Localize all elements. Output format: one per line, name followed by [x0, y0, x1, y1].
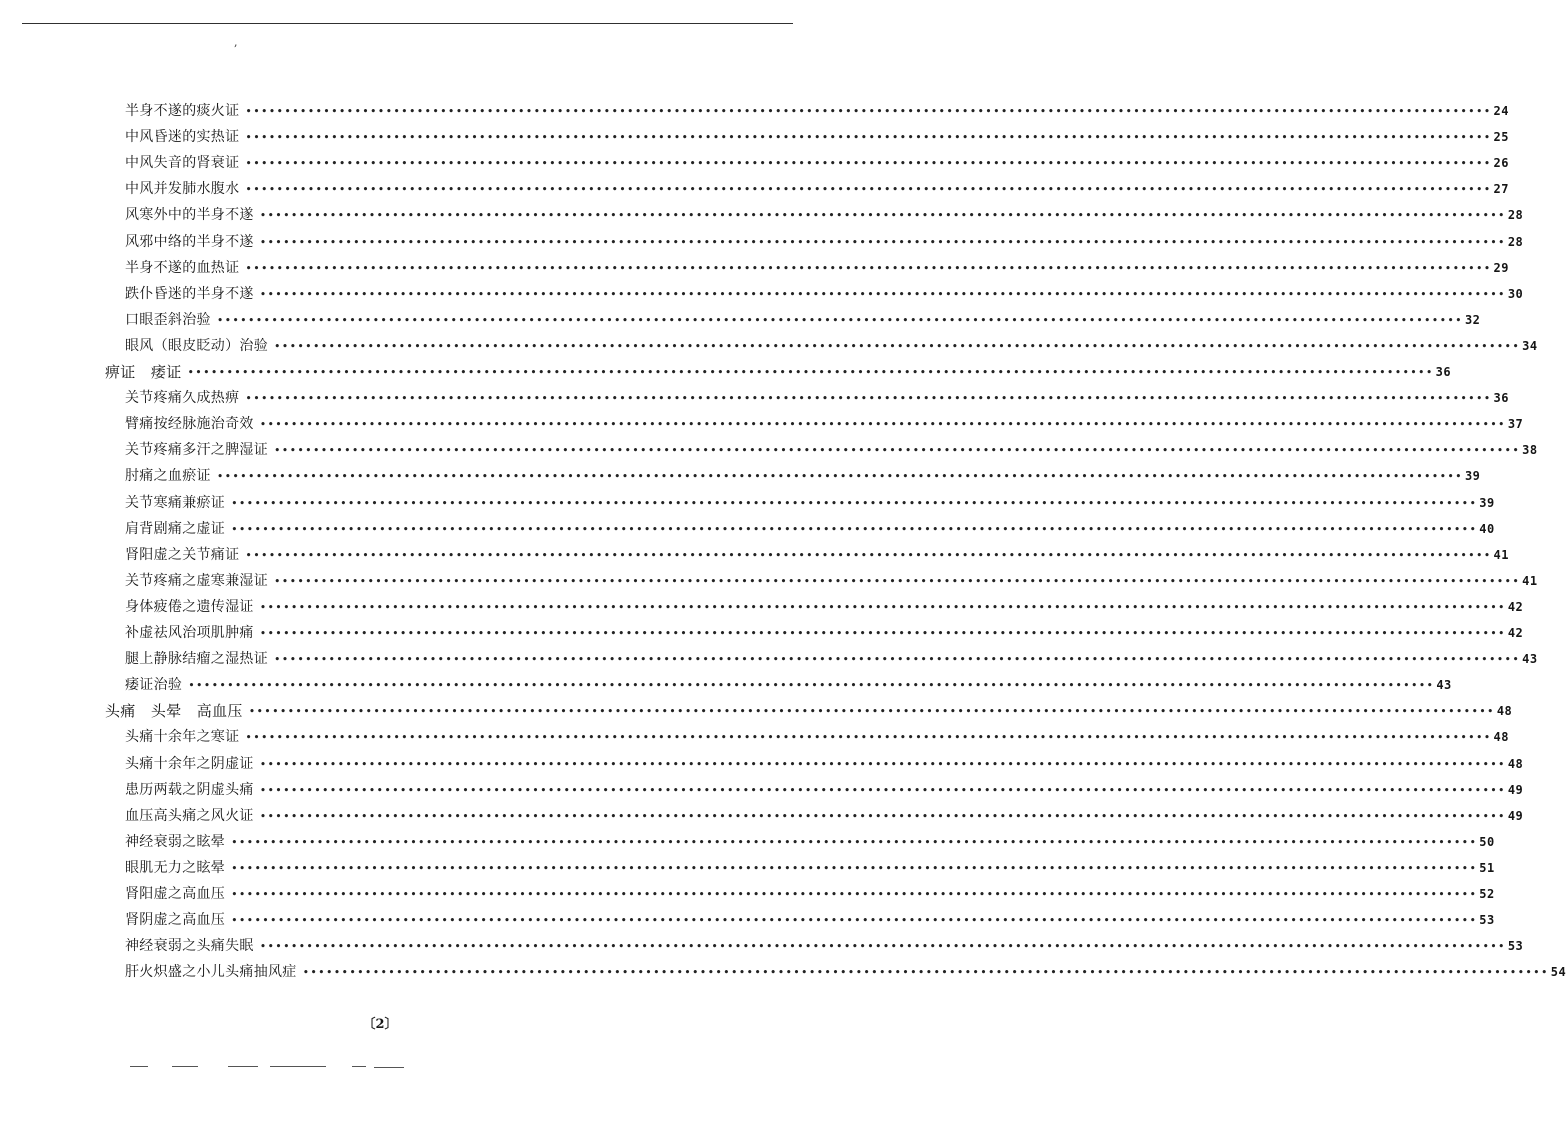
- toc-entry: [125, 176, 1509, 202]
- toc-entry-page: 43: [1436, 678, 1452, 693]
- toc-entry-title: 关节疼痛之虚寒兼湿证: [125, 572, 268, 589]
- toc-entry-page: 28: [1507, 208, 1524, 223]
- dot-leader: ••••••••••••••••••••••••••••••••••••••••••••••••••••••••••••••••••••••••••••••••••••••••••••••••••••••••••••••••••••••••••••••••••••••••••••••••••••••••••••••••: [248, 705, 1495, 719]
- toc-entry-title: 中风昏迷的实热证: [125, 129, 240, 146]
- toc-entry: [125, 463, 1481, 489]
- toc-entry-page: 32: [1464, 312, 1481, 327]
- toc-entry-page: 24: [1493, 104, 1509, 118]
- toc-entry: [125, 777, 1524, 803]
- toc-entry-page: 53: [1507, 939, 1524, 954]
- toc-entry: [125, 829, 1495, 855]
- dot-leader: ••••••••••••••••••••••••••••••••••••••••••••••••••••••••••••••••••••••••••••••••••••••••••••••••••••••••••••••••••••••••••••••••••••••••••••••••••••••••••••••••: [187, 366, 1434, 379]
- toc-entry-title: 关节疼痛多汗之脾湿证: [125, 442, 268, 459]
- toc-entry-page: 53: [1479, 913, 1495, 928]
- toc-entry-title: 口眼歪斜治验: [125, 311, 211, 328]
- dot-leader: ••••••••••••••••••••••••••••••••••••••••••••••••••••••••••••••••••••••••••••••••••••••••••••••••••••••••••••••••••••••••••••••••••••••••••••••••••••••••••••••••: [231, 522, 1478, 536]
- toc-entry: [125, 281, 1524, 307]
- toc-entry: [125, 229, 1524, 255]
- toc-entry: [125, 803, 1524, 829]
- toc-entry-page: 25: [1493, 130, 1509, 145]
- dot-leader: ••••••••••••••••••••••••••••••••••••••••••••••••••••••••••••••••••••••••••••••••••••••••••••••••••••••••••••••••••••••••••••••••••••••••••••••••••••••••••••••••: [231, 888, 1478, 901]
- toc-entry: [125, 672, 1452, 698]
- dot-leader: ••••••••••••••••••••••••••••••••••••••••••••••••••••••••••••••••••••••••••••••••••••••••••••••••••••••••••••••••••••••••••••••••••••••••••••••••••••••••••••••••: [245, 105, 1492, 118]
- toc-entry-title: 血压高头痛之风火证: [125, 807, 254, 824]
- toc-entry: [125, 724, 1509, 750]
- toc-entry-page: 38: [1522, 443, 1538, 458]
- toc-entry-page: 40: [1479, 521, 1495, 536]
- toc-entry-page: 26: [1493, 156, 1509, 171]
- toc-entry-title: 眼风（眼皮眨动）治验: [125, 337, 268, 354]
- toc-entry: [125, 255, 1509, 281]
- dot-leader: ••••••••••••••••••••••••••••••••••••••••••••••••••••••••••••••••••••••••••••••••••••••••••••••••••••••••••••••••••••••••••••••••••••••••••••••••••••••••••••••••: [231, 835, 1478, 849]
- dot-leader: ••••••••••••••••••••••••••••••••••••••••••••••••••••••••••••••••••••••••••••••••••••••••••••••••••••••••••••••••••••••••••••••••••••••••••••••••••••••••••••••••: [231, 861, 1478, 875]
- dot-leader: ••••••••••••••••••••••••••••••••••••••••••••••••••••••••••••••••••••••••••••••••••••••••••••••••••••••••••••••••••••••••••••••••••••••••••••••••••••••••••••••••: [245, 731, 1492, 745]
- dot-leader: ••••••••••••••••••••••••••••••••••••••••••••••••••••••••••••••••••••••••••••••••••••••••••••••••••••••••••••••••••••••••••••••••••••••••••••••••••••••••••••••••: [274, 339, 1521, 353]
- page-number: 〔2〕: [362, 1017, 398, 1032]
- toc-entry-title: 补虚祛风治项肌肿痛: [125, 625, 254, 641]
- toc-entry: [125, 855, 1495, 881]
- toc-entry-title: 头痛十余年之阴虚证: [125, 755, 254, 772]
- dot-leader: ••••••••••••••••••••••••••••••••••••••••••••••••••••••••••••••••••••••••••••••••••••••••••••••••••••••••••••••••••••••••••••••••••••••••••••••••••••••••••••••••: [274, 574, 1521, 588]
- toc-entry-title: 肝火炽盛之小儿头痛抽风症: [125, 964, 297, 981]
- toc-entry-page: 42: [1507, 626, 1524, 640]
- dot-leader: ••••••••••••••••••••••••••••••••••••••••••••••••••••••••••••••••••••••••••••••••••••••••••••••••••••••••••••••••••••••••••••••••••••••••••••••••••••••••••••••••: [245, 548, 1492, 562]
- toc-entry-title: 神经衰弱之眩晕: [125, 833, 226, 850]
- dot-leader: ••••••••••••••••••••••••••••••••••••••••••••••••••••••••••••••••••••••••••••••••••••••••••••••••••••••••••••••••••••••••••••••••••••••••••••••••••••••••••••••••: [245, 392, 1492, 406]
- toc-entry: [125, 150, 1509, 176]
- toc-entry-page: 41: [1522, 573, 1538, 588]
- toc-entry: [125, 907, 1495, 933]
- toc-entry-title: 患历两载之阴虚头痛: [125, 781, 254, 798]
- toc-entry-title: 身体疲倦之遗传湿证: [125, 598, 254, 615]
- toc-entry-title: 痹证 痿证: [105, 363, 182, 381]
- toc-entry: [125, 646, 1538, 672]
- toc-entry-title: 眼肌无力之眩晕: [125, 859, 226, 876]
- dot-leader: ••••••••••••••••••••••••••••••••••••••••••••••••••••••••••••••••••••••••••••••••••••••••••••••••••••••••••••••••••••••••••••••••••••••••••••••••••••••••••••••••: [274, 444, 1521, 458]
- toc-entry-title: 肾阴虚之高血压: [125, 912, 226, 929]
- toc-entry-page: 54: [1550, 965, 1566, 980]
- toc-entry-title: 肾阳虚之高血压: [125, 886, 226, 902]
- toc-entry-page: 48: [1496, 704, 1513, 719]
- dot-leader: ••••••••••••••••••••••••••••••••••••••••••••••••••••••••••••••••••••••••••••••••••••••••••••••••••••••••••••••••••••••••••••••••••••••••••••••••••••••••••••••••: [274, 653, 1521, 667]
- dot-leader: ••••••••••••••••••••••••••••••••••••••••••••••••••••••••••••••••••••••••••••••••••••••••••••••••••••••••••••••••••••••••••••••••••••••••••••••••••••••••••••••••: [259, 209, 1506, 223]
- dot-leader: ••••••••••••••••••••••••••••••••••••••••••••••••••••••••••••••••••••••••••••••••••••••••••••••••••••••••••••••••••••••••••••••••••••••••••••••••••••••••••••••••: [259, 235, 1506, 249]
- toc-entry: [125, 333, 1538, 359]
- toc-entry-page: 34: [1522, 338, 1538, 353]
- dot-leader: ••••••••••••••••••••••••••••••••••••••••••••••••••••••••••••••••••••••••••••••••••••••••••••••••••••••••••••••••••••••••••••••••••••••••••••••••••••••••••••••••: [259, 287, 1506, 301]
- toc-entry-page: 50: [1479, 834, 1495, 849]
- toc-entry-page: 41: [1493, 547, 1509, 562]
- dot-leader: ••••••••••••••••••••••••••••••••••••••••••••••••••••••••••••••••••••••••••••••••••••••••••••••••••••••••••••••••••••••••••••••••••••••••••••••••••••••••••••••••: [231, 496, 1478, 510]
- toc-entry: [125, 568, 1538, 594]
- toc-entry: [125, 411, 1524, 437]
- dot-leader: ••••••••••••••••••••••••••••••••••••••••••••••••••••••••••••••••••••••••••••••••••••••••••••••••••••••••••••••••••••••••••••••••••••••••••••••••••••••••••••••••: [245, 261, 1492, 275]
- toc-entry-page: 36: [1493, 391, 1509, 406]
- toc-entry-title: 肘痛之血瘀证: [125, 468, 211, 485]
- toc-entry-page: 51: [1479, 860, 1495, 875]
- toc-entry-title: 关节寒痛兼瘀证: [125, 494, 226, 511]
- dot-leader: ••••••••••••••••••••••••••••••••••••••••••••••••••••••••••••••••••••••••••••••••••••••••••••••••••••••••••••••••••••••••••••••••••••••••••••••••••••••••••••••••: [245, 183, 1492, 197]
- dot-leader: ••••••••••••••••••••••••••••••••••••••••••••••••••••••••••••••••••••••••••••••••••••••••••••••••••••••••••••••••••••••••••••••••••••••••••••••••••••••••••••••••: [245, 131, 1492, 145]
- toc-entry-title: 半身不遂的血热证: [125, 259, 240, 276]
- toc-entry-title: 中风并发肺水腹水: [125, 181, 240, 198]
- toc-entry-title: 痿证治验: [125, 677, 183, 694]
- scan-speck: ,: [234, 36, 238, 49]
- toc-entry-page: 42: [1507, 599, 1524, 614]
- toc-entry: [125, 751, 1524, 777]
- top-rule: [22, 23, 793, 24]
- toc-entry-page: 48: [1493, 730, 1509, 745]
- dot-leader: ••••••••••••••••••••••••••••••••••••••••••••••••••••••••••••••••••••••••••••••••••••••••••••••••••••••••••••••••••••••••••••••••••••••••••••••••••••••••••••••••: [259, 757, 1506, 771]
- toc-entry-title: 头痛十余年之寒证: [125, 729, 240, 746]
- toc-entry-title: 肾阳虚之关节痛证: [125, 546, 240, 563]
- toc-entry-page: 52: [1479, 887, 1495, 901]
- toc-entry: [125, 307, 1481, 333]
- dot-leader: ••••••••••••••••••••••••••••••••••••••••••••••••••••••••••••••••••••••••••••••••••••••••••••••••••••••••••••••••••••••••••••••••••••••••••••••••••••••••••••••••: [245, 157, 1492, 171]
- toc-entry-page: 29: [1493, 260, 1509, 275]
- toc-entry-title: 臂痛按经脉施治奇效: [125, 416, 254, 433]
- toc-section-heading: [105, 359, 1452, 385]
- toc-entry-page: 36: [1435, 365, 1452, 379]
- toc-entry-page: 30: [1507, 286, 1524, 301]
- dot-leader: ••••••••••••••••••••••••••••••••••••••••••••••••••••••••••••••••••••••••••••••••••••••••••••••••••••••••••••••••••••••••••••••••••••••••••••••••••••••••••••••••: [259, 418, 1506, 432]
- toc-entry: [125, 594, 1524, 620]
- toc-entry-page: 49: [1507, 782, 1524, 797]
- dot-leader: ••••••••••••••••••••••••••••••••••••••••••••••••••••••••••••••••••••••••••••••••••••••••••••••••••••••••••••••••••••••••••••••••••••••••••••••••••••••••••••••••: [259, 940, 1506, 954]
- dot-leader: ••••••••••••••••••••••••••••••••••••••••••••••••••••••••••••••••••••••••••••••••••••••••••••••••••••••••••••••••••••••••••••••••••••••••••••••••••••••••••••••••: [302, 966, 1549, 980]
- toc-entry: [125, 620, 1524, 646]
- toc-entry-page: 27: [1493, 182, 1509, 197]
- toc-entry: [125, 490, 1495, 516]
- toc-entry-title: 头痛 头晕 高血压: [105, 702, 243, 721]
- toc-entry-title: 腿上静脉结瘤之湿热证: [125, 651, 268, 668]
- toc-entry-title: 中风失音的肾衰证: [125, 155, 240, 172]
- toc-entry: [125, 959, 1566, 985]
- toc-entry: [125, 98, 1509, 124]
- dot-leader: ••••••••••••••••••••••••••••••••••••••••••••••••••••••••••••••••••••••••••••••••••••••••••••••••••••••••••••••••••••••••••••••••••••••••••••••••••••••••••••••••: [259, 809, 1506, 823]
- toc-entry-title: 跌仆昏迷的半身不遂: [125, 285, 254, 302]
- toc-entry: [125, 385, 1509, 411]
- toc-entry: [125, 124, 1509, 150]
- toc-entry-title: 风寒外中的半身不遂: [125, 207, 254, 224]
- toc-entry-page: 39: [1464, 469, 1481, 484]
- dot-leader: ••••••••••••••••••••••••••••••••••••••••••••••••••••••••••••••••••••••••••••••••••••••••••••••••••••••••••••••••••••••••••••••••••••••••••••••••••••••••••••••••: [188, 679, 1435, 693]
- dot-leader: ••••••••••••••••••••••••••••••••••••••••••••••••••••••••••••••••••••••••••••••••••••••••••••••••••••••••••••••••••••••••••••••••••••••••••••••••••••••••••••••••: [216, 470, 1463, 484]
- toc-entry: [125, 437, 1538, 463]
- toc-entry-page: 39: [1479, 495, 1495, 510]
- toc-entry: [125, 516, 1495, 542]
- toc-entry-title: 关节疼痛久成热痹: [125, 390, 240, 407]
- dot-leader: ••••••••••••••••••••••••••••••••••••••••••••••••••••••••••••••••••••••••••••••••••••••••••••••••••••••••••••••••••••••••••••••••••••••••••••••••••••••••••••••••: [259, 783, 1506, 797]
- toc-entry-page: 43: [1522, 652, 1538, 667]
- toc-entry-page: 48: [1507, 756, 1524, 771]
- dot-leader: ••••••••••••••••••••••••••••••••••••••••••••••••••••••••••••••••••••••••••••••••••••••••••••••••••••••••••••••••••••••••••••••••••••••••••••••••••••••••••••••••: [231, 914, 1478, 928]
- toc-entry: [125, 881, 1495, 907]
- dot-leader: ••••••••••••••••••••••••••••••••••••••••••••••••••••••••••••••••••••••••••••••••••••••••••••••••••••••••••••••••••••••••••••••••••••••••••••••••••••••••••••••••: [259, 627, 1506, 640]
- toc-entry: [125, 202, 1524, 228]
- dot-leader: ••••••••••••••••••••••••••••••••••••••••••••••••••••••••••••••••••••••••••••••••••••••••••••••••••••••••••••••••••••••••••••••••••••••••••••••••••••••••••••••••: [259, 600, 1506, 614]
- toc-entry: [125, 542, 1509, 568]
- toc-entry-title: 肩背剧痛之虚证: [125, 520, 226, 537]
- toc-entry-title: 半身不遂的痰火证: [125, 103, 240, 119]
- toc-entry-title: 神经衰弱之头痛失眠: [125, 938, 254, 955]
- toc-section-heading: [105, 698, 1513, 724]
- dot-leader: ••••••••••••••••••••••••••••••••••••••••••••••••••••••••••••••••••••••••••••••••••••••••••••••••••••••••••••••••••••••••••••••••••••••••••••••••••••••••••••••••: [216, 313, 1463, 327]
- toc-entry-page: 49: [1507, 808, 1524, 823]
- toc-entry-page: 28: [1507, 234, 1524, 249]
- toc-entry: [125, 933, 1524, 959]
- toc-entry-page: 37: [1507, 417, 1524, 432]
- toc-entry-title: 风邪中络的半身不遂: [125, 233, 254, 250]
